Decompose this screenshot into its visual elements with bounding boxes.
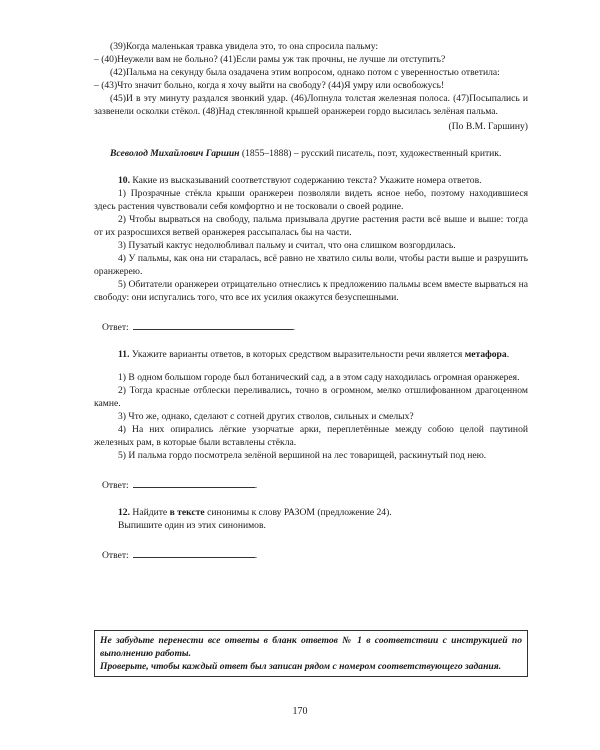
q10-option-4: 4) У пальмы, как она ни старалась, всё равно не хватило силы воли, чтобы расти выше и разрушить оранжерею. <box>94 253 528 277</box>
q10-option-3: 3) Пузатый кактус недолюбливал пальму и считал, что она слишком возгордилась. <box>118 240 456 251</box>
q12-answer-field[interactable] <box>133 548 255 558</box>
q10-option-2: 2) Чтобы вырваться на свободу, пальма призывала другие растения расти всё выше и выше: тогда от их разросшихся ветвей оранжерея рассыпалась бы на части. <box>94 214 528 238</box>
instruction-notice <box>94 630 528 677</box>
q10-answer-label: Ответ: <box>102 322 129 333</box>
question-12-line2: Выпишите один из этих синонимов. <box>118 520 266 531</box>
question-11-text-end: . <box>506 349 510 360</box>
q11-answer-end: . <box>254 480 258 491</box>
story-line-40: – (40)Неужели вам не больно? (41)Если рамы уж так прочны, не лучше ли отступить? <box>94 54 446 65</box>
q10-answer-field[interactable] <box>133 320 293 330</box>
author-bio-text: (1855–1888) – русский писатель, поэт, художественный критик. <box>239 148 502 159</box>
question-12-text-end: синонимы к слову РАЗОМ (предложение 24). <box>204 507 392 518</box>
notice-line-2: Проверьте, чтобы каждый ответ был записан рядом с номером соответствующего задания. <box>100 661 502 672</box>
q12-answer <box>102 548 528 562</box>
q10-option-1: 1) Прозрачные стёкла крыши оранжереи позволяли видеть ясное небо, поэтому находившиеся здесь растения чувствовали себя комфортно и не тосковали о своей родине. <box>94 188 528 212</box>
q11-option-3: 3) Что же, однако, сделают с сотней других стволов, сильных и смелых? <box>118 411 414 422</box>
story-line-43: – (43)Что значит больно, когда я хочу выйти на свободу? (44)Я умру или освобожусь! <box>94 80 445 91</box>
page-number: 170 <box>292 706 308 717</box>
author-name: Всеволод Михайлович Гаршин <box>110 148 240 159</box>
notice-line-1: Не забудьте перенести все ответы в бланк ответов № 1 в соответствии с инструкцией по выполнению работы. <box>100 635 522 659</box>
q10-option-5: 5) Обитатели оранжереи отрицательно отнеслись к предложению пальмы всем вместе вырваться на свободу: они испугались того, что все их усилия окажутся безуспешными. <box>94 279 528 303</box>
question-12 <box>94 506 528 519</box>
question-10 <box>94 174 528 187</box>
question-11-term: метафора <box>464 349 507 360</box>
question-12-text: Найдите <box>130 507 170 518</box>
q12-answer-label: Ответ: <box>102 550 129 561</box>
story-line-39: (39)Когда маленькая травка увидела это, то она спросила пальму: <box>110 41 379 52</box>
story-source: (По В.М. Гаршину) <box>448 121 528 132</box>
q10-answer-end: . <box>292 322 296 333</box>
question-12-number: 12. <box>118 507 130 518</box>
story-line-42: (42)Пальма на секунду была озадачена этим вопросом, однако потом с уверенностью ответила: <box>110 67 500 78</box>
question-11-text: Укажите варианты ответов, в которых средством выразительности речи является <box>129 349 465 360</box>
q11-option-5: 5) И пальма гордо посмотрела зелёной вершиной на лес товарищей, раскинутый под нею. <box>118 450 487 461</box>
q11-answer <box>102 478 528 492</box>
question-12-emphasis: в тексте <box>169 507 205 518</box>
page-content <box>94 40 528 562</box>
q11-answer-field[interactable] <box>133 478 255 488</box>
q12-answer-end: . <box>254 550 258 561</box>
author-bio <box>94 147 528 160</box>
story-line-45: (45)И в эту минуту раздался звонкий удар. (46)Лопнула толстая железная полоса. (47)Посыпались и зазвенели осколки стёкол. (48)Над стеклянной крышей оранжереи гордо высилась зелёная пальма. <box>94 93 528 117</box>
q11-option-2: 2) Тогда красные отблески переливались, точно в огромном, мелко отшлифованном драгоценном камне. <box>94 385 528 409</box>
q11-answer-label: Ответ: <box>102 480 129 491</box>
question-10-number: 10. <box>118 175 130 186</box>
question-11 <box>94 348 528 361</box>
q11-option-1: 1) В одном большом городе был ботанический сад, а в этом саду находилась огромная оранжерея. <box>118 372 520 383</box>
question-10-text: Какие из высказываний соответствуют содержанию текста? Укажите номера ответов. <box>130 175 482 186</box>
q10-answer <box>102 320 528 334</box>
question-11-number: 11. <box>118 349 130 360</box>
q11-option-4: 4) На них опирались лёгкие узорчатые арки, переплетённые между собою целой паутиной железных рам, в которые были вставлены стёкла. <box>94 424 528 448</box>
